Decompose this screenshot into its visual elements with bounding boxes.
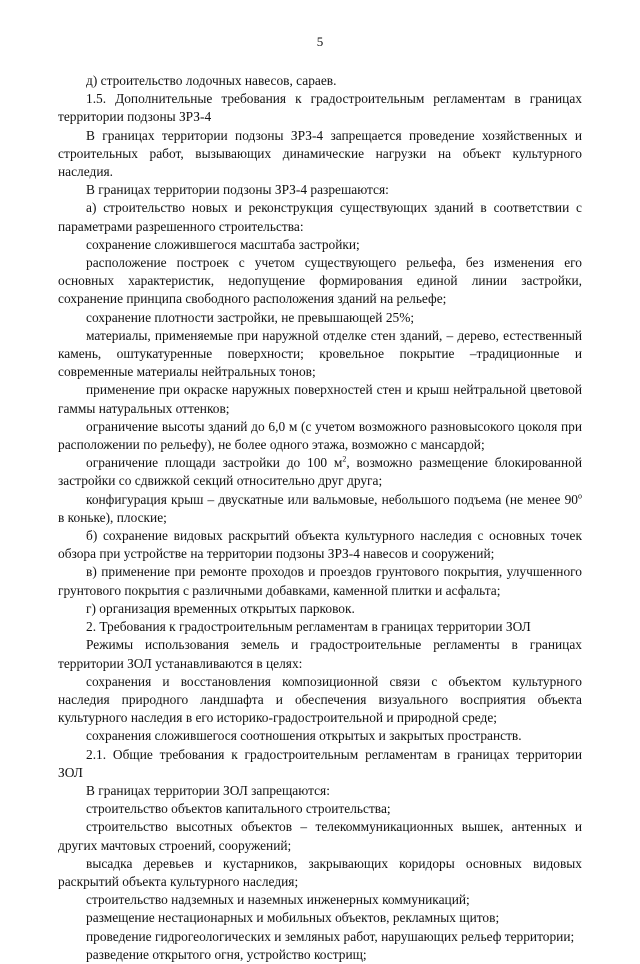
paragraph-text: ограничение площади застройки до 100 м	[86, 455, 343, 471]
paragraph-text: в коньке), плоские;	[58, 509, 167, 525]
paragraph: сохранения и восстановления композиционной связи с объектом культурного наследия природного ландшафта и обеспечения визуального восприятия объекта культурного наследия в его историко-градостроительной и природной среде;	[58, 673, 582, 726]
paragraph: В границах территории подзоны ЗРЗ-4 запрещается проведение хозяйственных и строительных работ, вызывающих динамические нагрузки на объект культурного наследия.	[58, 127, 582, 180]
paragraph: В границах территории подзоны ЗРЗ-4 разрешаются:	[86, 182, 389, 198]
paragraph: размещение нестационарных и мобильных объектов, рекламных щитов;	[86, 910, 500, 926]
paragraph: сохранение сложившегося масштаба застройки;	[86, 236, 360, 252]
paragraph: в) применение при ремонте проходов и проездов грунтового покрытия, улучшенного грунтового покрытия с различными добавками, каменной плитки и асфальта;	[58, 564, 582, 598]
paragraph: д) строительство лодочных навесов, сараев.	[86, 73, 337, 88]
paragraph: строительство высотных объектов – телекоммуникационных вышек, антенных и других мачтовых строений, сооружений;	[58, 819, 582, 853]
paragraph: расположение построек с учетом существующего рельефа, без изменения его основных характеристик, недопущение формирования единой линии застройки, сохранение принципа свободного расположения зданий на рельефе;	[58, 255, 582, 307]
page-number: 5	[316, 34, 324, 49]
section-heading: 2.1. Общие требования к градостроительным регламентам в границах территории ЗОЛ	[58, 746, 582, 780]
paragraph	[58, 491, 582, 527]
section-heading: 2. Требования к градостроительным регламентам в границах территории ЗОЛ	[86, 619, 531, 635]
paragraph: проведение гидрогеологических и земляных работ, нарушающих рельеф территории;	[86, 928, 575, 944]
paragraph: б) сохранение видовых раскрытий объекта культурного наследия с основных точек обзора при устройстве на территории подзоны ЗРЗ-4 навесов и сооружений;	[58, 528, 582, 562]
paragraph: сохранение плотности застройки, не превышающей 25%;	[86, 309, 415, 325]
paragraph: г) организация временных открытых парковок.	[86, 600, 355, 616]
paragraph: строительство надземных и наземных инженерных коммуникаций;	[86, 892, 470, 908]
paragraph: ограничение высоты зданий до 6,0 м (с учетом возможного разновысокого цоколя при расположении по рельефу), не более одного этажа, возможно с мансардой;	[58, 418, 582, 453]
section-heading: 1.5. Дополнительные требования к градостроительным регламентам в границах территории подзоны ЗРЗ-4	[58, 91, 582, 125]
paragraph: материалы, применяемые при наружной отделке стен зданий, – дерево, естественный камень, оштукатуренные поверхности; кровельное покрытие –традиционные и современные материалы нейтральных тонов;	[58, 327, 582, 380]
paragraph: строительство объектов капитального строительства;	[86, 801, 391, 817]
paragraph	[58, 454, 582, 490]
paragraph: сохранения сложившегося соотношения открытых и закрытых пространств.	[86, 728, 522, 744]
superscript: 2	[342, 454, 347, 464]
document-body	[58, 72, 582, 964]
paragraph-text: , возможно размещение блокированной застройки со сдвижкой секций относительно друг друга;	[58, 455, 582, 489]
paragraph: Режимы использования земель и градостроительные регламенты в границах территории ЗОЛ устанавливаются в целях:	[58, 637, 582, 671]
paragraph: применение при окраске наружных поверхностей стен и крыш нейтральной цветовой гаммы натуральных оттенков;	[58, 382, 582, 416]
superscript: о	[578, 491, 582, 501]
paragraph-text: конфигурация крыш – двускатные или вальмовые, небольшого подъема (не менее 90	[86, 491, 578, 507]
paragraph: разведение открытого огня, устройство кострищ;	[86, 946, 367, 962]
paragraph: В границах территории ЗОЛ запрещаются:	[86, 782, 330, 798]
paragraph: а) строительство новых и реконструкция существующих зданий в соответствии с параметрами разрешенного строительства:	[58, 200, 582, 234]
paragraph: высадка деревьев и кустарников, закрывающих коридоры основных видовых раскрытий объекта культурного наследия;	[58, 855, 582, 889]
